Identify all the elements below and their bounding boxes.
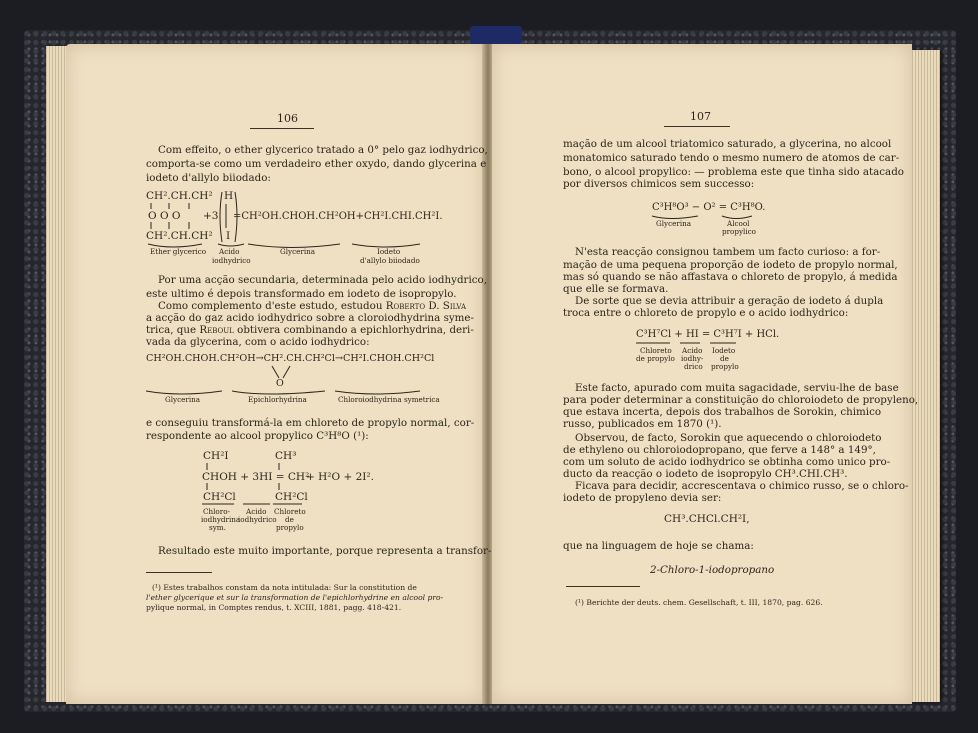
formula3-products: + H²O + 2I².	[306, 471, 374, 483]
right-formula2-caption-chloride: Chloreto	[640, 346, 672, 355]
formula3-caption-iodhydrine: iodhydrina	[201, 515, 241, 524]
right-formula2-caption-de: de	[720, 354, 729, 363]
right-para3-line8: ducto da reacção o iodeto de isopropylo CH³.CHI.CH³.	[563, 468, 848, 480]
right-para3-line1: Este facto, apurado com muita sagacidade, serviu-lhe de base	[575, 382, 899, 394]
formula2-caption-chloroiodhydrine: Chloroiodhydrina symetrica	[338, 395, 440, 404]
right-para2-line1: N'esta reacção consignou tambem um facto curioso: a for-	[575, 246, 881, 258]
formula3-caption-chloro: Chloro-	[203, 507, 230, 516]
right-formula1-caption-propylic: propylico	[722, 227, 756, 236]
left-para3-line1: e conseguiu transformá-la em chloreto de propylo normal, cor-	[146, 417, 475, 429]
left-para1-line2: comporta-se como um verdadeiro ether oxydo, dando glycerina e	[146, 158, 487, 170]
formula3-right-bottom: CH²Cl	[275, 491, 308, 503]
formula2-oxygen: O	[276, 378, 284, 389]
right-para3-line10: iodeto de propyleno devia ser:	[563, 492, 722, 504]
formula1-top: CH².CH.CH²	[146, 190, 213, 202]
right-para1-line2: monatomico saturado tendo o mesmo numero de atomos de car-	[563, 152, 900, 164]
right-para2-line6: troca entre o chloreto de propylo e o acido iodhydrico:	[563, 307, 849, 319]
formula3-caption-chloride: Chloreto	[274, 507, 306, 516]
right-formula2-caption-acid: Acido	[682, 346, 703, 355]
formula3-left-top: CH²I	[203, 450, 229, 462]
formula1-caption-acid: Acido	[219, 247, 240, 256]
formula1-bottom: CH².CH.CH²	[146, 230, 213, 242]
right-para3-line2: para poder determinar a constituição do chloroiodeto de propyleno,	[563, 394, 919, 406]
formula3-middle: CHOH + 3HI = CH²	[202, 471, 310, 483]
formula3-right-top: CH³	[275, 450, 297, 462]
right-para4: que na linguagem de hoje se chama:	[563, 540, 754, 552]
right-para2-line3: mas só quando se não affastava o chloreto de propylo, á medida	[563, 271, 898, 283]
left-footnote-line3: pylique normal, in Comptes rendus, t. XCIII, 1881, pagg. 418-421.	[146, 603, 402, 612]
left-para2-line6: vada da glycerina, com o acido iodhydrico:	[146, 336, 370, 348]
right-formula2: C³H⁷Cl + HI = C³H⁷I + HCl.	[636, 329, 780, 340]
right-para2-line2: mação de uma pequena proporção de iodeto de propylo normal,	[563, 259, 898, 271]
formula1-mid: O O O	[148, 210, 181, 222]
right-compound-name: 2-Chloro-1-iodopropano	[650, 564, 775, 576]
formula2-caption-epichlorhydrine: Epichlorhydrina	[248, 395, 307, 404]
formula3-caption-sym: sym.	[209, 523, 226, 532]
right-para3-line7: com um soluto de acido iodhydrico se obtinha como unico pro-	[563, 456, 891, 468]
formula2-caption-glycerine: Glycerina	[165, 395, 201, 404]
right-para3-line9: Ficava para decidir, accrescentava o chimico russo, se o chloro-	[575, 480, 909, 492]
formula1-caption-glycerine: Glycerina	[280, 247, 316, 256]
formula3-caption-acid: Acido	[246, 507, 267, 516]
left-footnote-line1: (¹) Estes trabalhos constam da nota intitulada: Sur la constitution de	[152, 583, 417, 592]
left-para2-line5: trica, que Reboul obtivera combinando a epichlorhydrina, deri-	[146, 324, 474, 336]
left-para1-line1: Com effeito, o ether glycerico tratado a 0° pelo gaz iodhydrico,	[158, 144, 488, 156]
formula2-equation: CH²OH.CHOH.CH²OH→CH².CH.CH²Cl→CH²I.CHOH.CH²Cl	[146, 353, 435, 364]
formula3-caption-propyl: propylo	[276, 523, 304, 532]
formula3-left-bottom: CH²Cl	[203, 491, 236, 503]
formula1-caption-ether: Ether glycerico	[150, 247, 207, 256]
right-para3-line6: de ethyleno ou chloroiodopropano, que ferve a 148° a 149°,	[563, 444, 876, 456]
left-para2-line3: Como complemento d'este estudo, estudou Roberto D. Silva	[158, 300, 467, 312]
formula1-caption-iodide: Iodeto	[377, 247, 401, 256]
left-para2-line2: este ultimo é depois transformado em iodeto de isopropylo.	[146, 288, 457, 300]
right-footnote: (¹) Berichte der deuts. chem. Gesellschaft, t. III, 1870, pag. 626.	[575, 598, 823, 607]
right-para3-line4: russo, publicados em 1870 (¹).	[563, 418, 722, 430]
right-para3-line3: que estava incerta, depois dos trabalhos de Sorokin, chimico	[563, 406, 882, 418]
right-formula2-caption-iodhy: iodhy-	[681, 354, 704, 363]
right-footnote-rule	[566, 586, 640, 587]
right-formula2-caption-of-propyl: de propylo	[636, 354, 675, 363]
formula1-coefficient: +3	[203, 210, 219, 222]
left-para4: Resultado este muito importante, porque representa a transfor-	[158, 545, 492, 557]
right-formula3: CH³.CHCl.CH²I,	[664, 513, 750, 525]
right-para1-line1: mação de um alcool triatomico saturado, a glycerina, no alcool	[563, 138, 892, 150]
right-para2-line4: que elle se formava.	[563, 283, 669, 295]
right-formula2-caption-drico: drico	[684, 362, 703, 371]
left-para3-line2: respondente ao alcool propylico C³H⁸O (¹):	[146, 430, 369, 442]
right-formula1-caption-alcohol: Alcool	[727, 219, 750, 228]
right-para1-line3: bono, o alcool propylico: — problema este que tinha sido atacado	[563, 166, 904, 178]
formula3-caption-iodhydric: iodhydrico	[238, 515, 277, 524]
left-para2-line1: Por uma acção secundaria, determinada pelo acido iodhydrico,	[158, 274, 487, 286]
formula1-hi-top: H	[224, 190, 234, 202]
formula1-caption-allyl: d'allylo biiodado	[360, 256, 420, 265]
right-para2-line5: De sorte que se devia attribuir a geração de iodeto á dupla	[575, 295, 884, 307]
right-formula1: C³H⁸O³ − O² = C³H⁸O.	[652, 202, 766, 213]
right-para3-line5: Observou, de facto, Sorokin que aquecendo o chloroiodeto	[575, 432, 882, 444]
right-formula2-caption-propyl: propylo	[711, 362, 739, 371]
formula1-caption-iodhydric: iodhydrico	[212, 256, 251, 265]
right-para1-line4: por diversos chimicos sem successo:	[563, 178, 755, 190]
left-footnote-line2: l'ether glycerique et sur la transformation de l'epichlorhydrine en alcool pro-	[146, 593, 444, 602]
formula1-rhs: =CH²OH.CHOH.CH²OH+CH²I.CHI.CH²I.	[233, 211, 443, 222]
left-para1-line3: iodeto d'allylo biiodado:	[146, 172, 271, 184]
right-formula1-caption-glycerine: Glycerina	[656, 219, 692, 228]
formula3-caption-de: de	[285, 515, 294, 524]
formula1-hi-bottom: I	[226, 230, 231, 242]
right-page-number: 107	[690, 110, 711, 123]
left-para2-line4: a acção do gaz acido iodhydrico sobre a cloroiodhydrina syme-	[146, 312, 475, 324]
right-formula2-caption-iodide: Iodeto	[712, 346, 736, 355]
left-page-number: 106	[277, 112, 298, 125]
